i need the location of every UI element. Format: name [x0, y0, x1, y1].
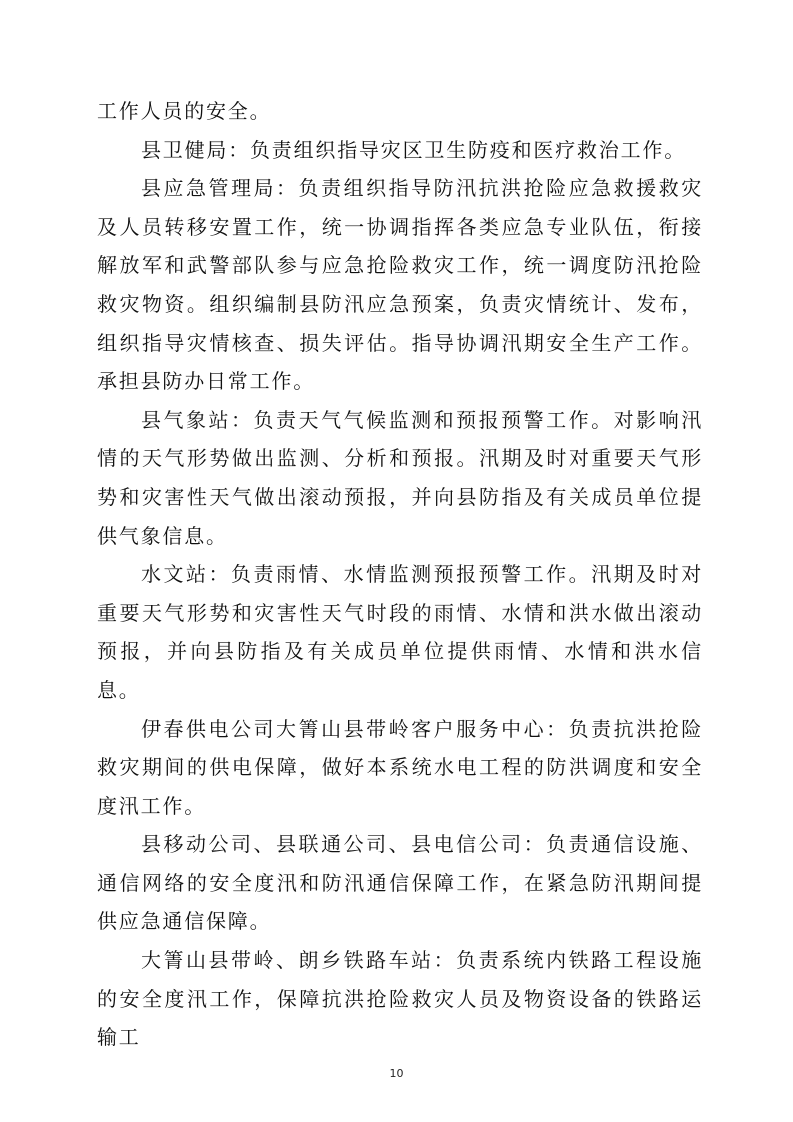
paragraph-power-supply: 伊春供电公司大箐山县带岭客户服务中心：负责抗洪抢险救灾期间的供电保障，做好本系统水电工程的防洪调度和安全度汛工作。 — [97, 716, 703, 818]
paragraph-telecom: 县移动公司、县联通公司、县电信公司：负责通信设施、通信网络的安全度汛和防汛通信保障工作，在紧急防汛期间提供应急通信保障。 — [97, 832, 703, 934]
paragraph-weather-station: 县气象站：负责天气气候监测和预报预警工作。对影响汛情的天气形势做出监测、分析和预报。汛期及时对重要天气形势和灾害性天气做出滚动预报，并向县防指及有关成员单位提供气象信息。 — [97, 407, 703, 548]
paragraph-railway: 大箐山县带岭、朗乡铁路车站：负责系统内铁路工程设施的安全度汛工作，保障抗洪抢险救灾人员及物资设备的铁路运输工 — [97, 948, 703, 1050]
paragraph-continuation: 工作人员的安全。 — [97, 99, 272, 123]
page-number: 10 — [389, 1067, 404, 1080]
paragraph-hydrology-station: 水文站：负责雨情、水情监测预报预警工作。汛期及时对重要天气形势和灾害性天气时段的雨情、水情和洪水做出滚动预报，并向县防指及有关成员单位提供雨情、水情和洪水信息。 — [97, 562, 703, 702]
document-body — [97, 92, 703, 1057]
paragraph-health-bureau: 县卫健局：负责组织指导灾区卫生防疫和医疗救治工作。 — [141, 137, 686, 162]
paragraph-emergency-management: 县应急管理局：负责组织指导防汛抗洪抢险应急救援救灾及人员转移安置工作，统一协调指挥各类应急专业队伍，衔接解放军和武警部队参与应急抢险救灾工作，统一调度防汛抢险救灾物资。组织编制县防汛应急预案，负责灾情统计、发布，组织指导灾情核查、损失评估。指导协调汛期安全生产工作。承担县防办日常工作。 — [97, 176, 703, 394]
